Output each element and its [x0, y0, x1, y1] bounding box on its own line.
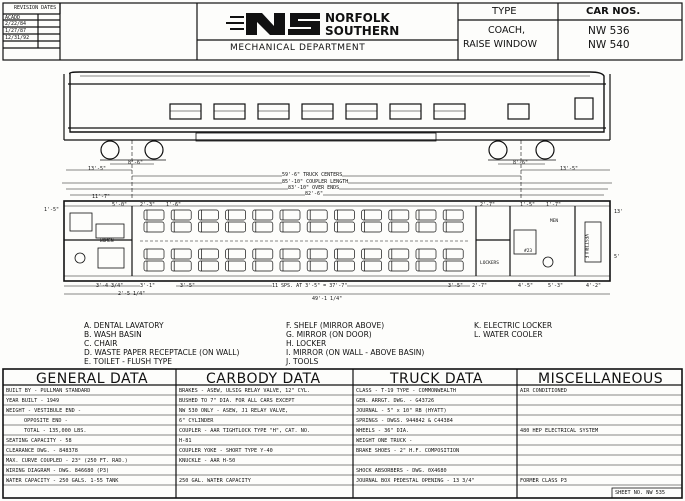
general-data-title: GENERAL DATA [36, 371, 149, 387]
dim-label: 1'-6" [166, 202, 182, 208]
carbody-data-line: BRAKES - ASEW, ULSIG RELAY VALVE, 12" CYL. [179, 388, 311, 394]
general-data-line: CLEARANCE DWG. - 848378 [6, 448, 78, 454]
truck-data-line: GEN. ARRGT. DWG. - G43726 [356, 398, 435, 404]
dim-label: 13'-5" [88, 166, 107, 172]
carbody-data-line: COUPLER - AAR TIGHTLOCK TYPE "H", CAT. NO. [179, 428, 311, 434]
misc-data-line: AIR CONDITIONED [520, 388, 567, 394]
dim-label: 83'-10" OVER ENDS [288, 185, 340, 191]
dim-label: 1'-5" [520, 202, 536, 208]
revision-date: 1/27/87 [5, 28, 27, 34]
dim-label: 5' [614, 254, 621, 260]
dim-label: 2'-7" [472, 283, 488, 289]
car-number: NW 536 [588, 25, 630, 37]
misc-data-line: 480 HEP ELECTRICAL SYSTEM [520, 428, 599, 434]
carbody-data-line: NW 530 ONLY - ASEW, J1 RELAY VALVE, [179, 408, 289, 414]
legend-item: K. ELECTRIC LOCKER [474, 321, 553, 330]
misc-data-title: MISCELLANEOUS [538, 371, 664, 387]
dim-label: 2'-3" [140, 202, 156, 208]
truck-data-line: JOURNAL - 5" x 10" RB (HYATT) [356, 408, 447, 414]
legend-item: F. SHELF (MIRROR ABOVE) [286, 321, 385, 330]
carbody-data-line: COUPLER YOKE - SHORT TYPE Y-40 [179, 448, 273, 454]
dim-label: 1'-5" [44, 207, 60, 213]
general-data-line: YEAR BUILT - 1949 [6, 398, 60, 404]
type-line1: COACH, [488, 25, 526, 36]
company-name-line2: SOUTHERN [325, 24, 400, 38]
dim-label: 2'-5 1/4" [118, 291, 146, 297]
dim-label: 5'-0" [112, 202, 128, 208]
legend-item: J. TOOLS [286, 357, 319, 366]
car-number: NW 540 [588, 39, 630, 51]
truck-data-line: BRAKE SHOES - 2" H.F. COMPOSITION [356, 448, 460, 454]
department-label: MECHANICAL DEPARTMENT [230, 43, 366, 53]
dim-label: 2'-7" [480, 202, 496, 208]
dim-label: 49'-1 1/4" [312, 296, 343, 302]
legend-item: G. MIRROR (ON DOOR) [286, 330, 372, 339]
truck-data-title: TRUCK DATA [390, 371, 483, 387]
misc-data-line: FORMER CLASS P3 [520, 478, 567, 484]
dim-label: 3'-4 3/4" [96, 283, 124, 289]
dim-label: 4'-5" [518, 283, 534, 289]
room-label-women: WOMEN [100, 239, 114, 244]
type-header: TYPE [492, 6, 517, 17]
general-data-line: WEIGHT - VESTIBULE END - [6, 408, 81, 414]
sheet-number: SHEET NO. NW 535 [615, 490, 665, 496]
dim-label: 11 SPS. AT 3'-5" = 37'-7" [272, 283, 348, 289]
dim-label: 59'-6" TRUCK CENTERS [282, 172, 343, 178]
dim-label: 85'-10" COUPLER LENGTH [282, 179, 349, 185]
legend-item: L. WATER COOLER [474, 330, 543, 339]
dim-label: 13' [614, 209, 624, 215]
dim-label: 5'-3" [548, 283, 564, 289]
company-name-line1: NORFOLK [325, 11, 390, 25]
general-data-line: OPPOSITE END - [24, 418, 68, 424]
dim-label: 13'-5" [560, 166, 579, 172]
carbody-data-line: 250 GAL. WATER CAPACITY [179, 478, 251, 484]
truck-data-line: SPRINGS - DWGS. 944842 & C44384 [356, 418, 453, 424]
car-numbers-header: CAR NOS. [586, 6, 641, 17]
general-data-line: WATER CAPACITY - 250 GALS. 1-55 TANK [6, 478, 119, 484]
seat-layout [144, 210, 463, 271]
room-label-lockers: LOCKERS [480, 261, 499, 266]
general-data-line: WIRING DIAGRAM - DWG. 846680 (P3) [6, 468, 110, 474]
dim-label: 4'-2" [586, 283, 602, 289]
general-data-line: SEATING CAPACITY - 58 [6, 438, 72, 444]
carbody-data-line: KNUCKLE - AAR H-50 [179, 458, 236, 464]
legend-item: I. MIRROR (ON WALL - ABOVE BASIN) [286, 348, 425, 357]
room-label-vestibule: VESTIBULE [583, 234, 588, 259]
legend-item: A. DENTAL LAVATORY [84, 321, 164, 330]
revision-date: 12/31/92 [5, 35, 30, 41]
truck-data-line: CLASS - T-19 TYPE - COMMONWEALTH [356, 388, 456, 394]
dim-label: 3'-5" [448, 283, 464, 289]
legend-item: C. CHAIR [84, 339, 118, 348]
dim-label: 3'-1" [140, 283, 156, 289]
dim-label: 82'-6" [305, 191, 324, 197]
dim-label: 1'-7" [546, 202, 562, 208]
legend-item: E. TOILET - FLUSH TYPE [84, 357, 172, 366]
room-label-men: MEN [550, 219, 559, 224]
seat-number-label: #23 [524, 249, 533, 254]
general-data-line: MAX. CURVE COUPLED - 23° (250 FT. RAD.) [6, 458, 128, 464]
carbody-data-title: CARBODY DATA [206, 371, 321, 387]
dim-label: 8'-6" [128, 160, 144, 166]
legend-item: H. LOCKER [286, 339, 327, 348]
revision-date: ACADD [5, 15, 21, 21]
legend-item: D. WASTE PAPER RECEPTACLE (ON WALL) [84, 348, 240, 357]
dim-label: 11'-7" [92, 194, 111, 200]
carbody-data-line: 6" CYLINDER [179, 418, 214, 424]
truck-data-line: WEIGHT ONE TRUCK - [356, 438, 413, 444]
legend-item: B. WASH BASIN [84, 330, 142, 339]
truck-data-line: JOURNAL BOX PEDESTAL OPENING - 13 3/4" [356, 478, 475, 484]
type-line2: RAISE WINDOW [463, 39, 538, 50]
carbody-data-line: H-81 [179, 438, 192, 444]
general-data-line: TOTAL - 135,000 LBS. [24, 428, 87, 434]
revision-date: 2/22/84 [5, 21, 27, 27]
carbody-data-line: BUSHED TO 7" DIA. FOR ALL CARS EXCEPT [179, 398, 295, 404]
ns-logo-icon [226, 13, 320, 35]
general-data-line: BUILT BY - PULLMAN STANDARD [6, 388, 91, 394]
truck-data-line: WHEELS - 36" DIA. [356, 428, 410, 434]
truck-data-line: SHOCK ABSORBERS - DWG. 0X4680 [356, 468, 447, 474]
dim-label: 3'-5" [180, 283, 196, 289]
dim-label: 8'-6" [513, 160, 529, 166]
revision-header: REVISION DATES [14, 5, 57, 11]
